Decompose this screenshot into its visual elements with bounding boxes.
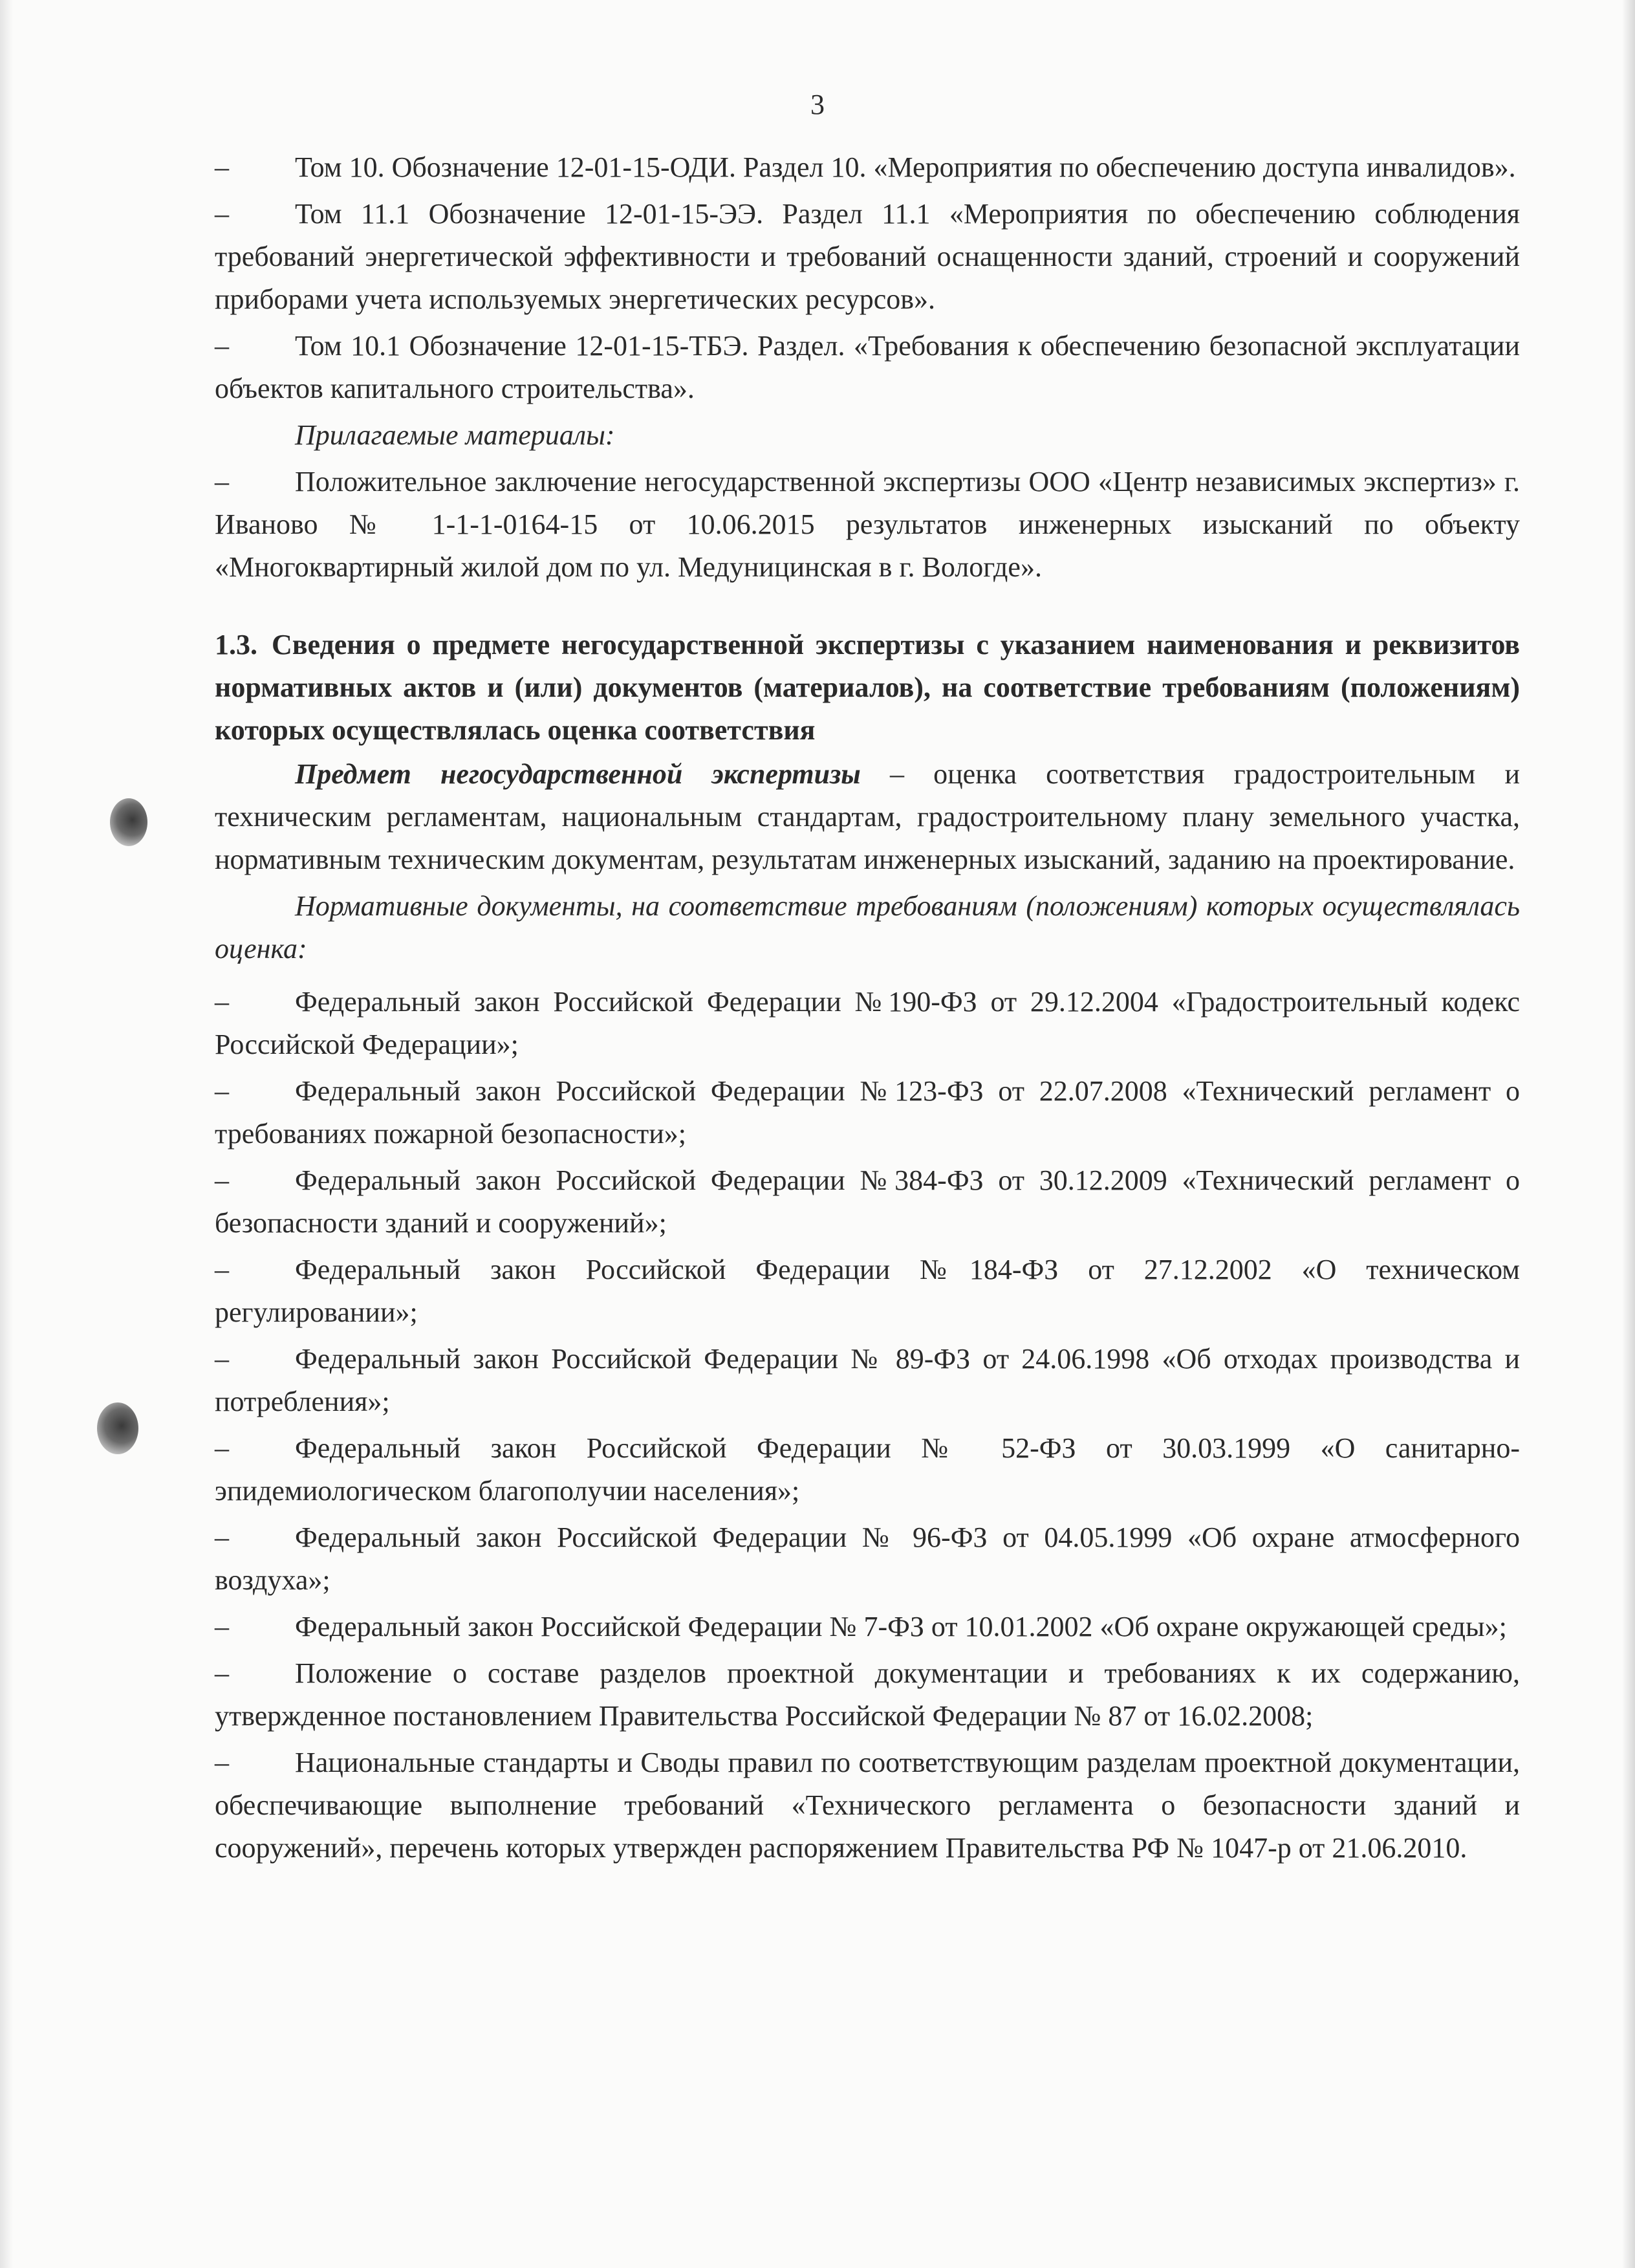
- list-item: [215, 981, 1520, 1066]
- dash-marker: –: [215, 1343, 229, 1375]
- normative-text: Федеральный закон Российской Федерации № 52-ФЗ от 30.03.1999 «О санитарно-эпидемиологическом благополучии населения»;: [215, 1432, 1520, 1507]
- volume-text: Том 10.1 Обозначение 12-01-15-ТБЭ. Раздел. «Требования к обеспечению безопасной эксплуатации объектов капитального строительства».: [215, 330, 1520, 404]
- volumes-list: [215, 146, 1520, 410]
- normative-text: Федеральный закон Российской Федерации №184-ФЗ от 27.12.2002 «О техническом регулировании»;: [215, 1254, 1520, 1328]
- document-body: [215, 146, 1520, 1873]
- normative-text: Федеральный закон Российской Федерации № 89-ФЗ от 24.06.1998 «Об отходах производства и потребления»;: [215, 1343, 1520, 1417]
- dash-marker: –: [215, 1432, 229, 1464]
- list-item: [215, 1427, 1520, 1512]
- normative-docs-list: [215, 981, 1520, 1870]
- list-item: [215, 1159, 1520, 1245]
- normative-text: Федеральный закон Российской Федерации №123-ФЗ от 22.07.2008 «Технический регламент о требованиях пожарной безопасности»;: [215, 1075, 1520, 1150]
- subject-paragraph: [215, 753, 1520, 881]
- dash-marker: –: [215, 1747, 229, 1778]
- list-item: [215, 1652, 1520, 1738]
- dash-marker: –: [215, 1521, 229, 1553]
- list-item: [215, 1338, 1520, 1423]
- list-item: [215, 1516, 1520, 1602]
- list-item: [215, 1070, 1520, 1155]
- attached-text: Положительное заключение негосударственной экспертизы ООО «Центр независимых экспертиз» г. Иваново № 1-1-1-0164-15 от 10.06.2015 результатов инженерных изысканий по объекту «Многоквартирный жилой дом по ул. Медуницинская в г. Вологде».: [215, 466, 1520, 583]
- normative-text: Федеральный закон Российской Федерации №384-ФЗ от 30.12.2009 «Технический регламент о безопасности зданий и сооружений»;: [215, 1164, 1520, 1239]
- dash-marker: –: [215, 986, 229, 1018]
- subject-term: Предмет негосударственной экспертизы: [295, 758, 861, 790]
- volume-text: Том 11.1 Обозначение 12-01-15-ЭЭ. Раздел 11.1 «Мероприятия по обеспечению соблюдения требований энергетической эффективности и требований оснащенности зданий, строений и сооружений приборами учета используемых энергетических ресурсов».: [215, 198, 1520, 315]
- dash-marker: –: [215, 1254, 229, 1285]
- punch-hole-top: [110, 798, 147, 846]
- punch-hole-bottom: [97, 1402, 138, 1454]
- section-title: Сведения о предмете негосударственной экспертизы с указанием наименования и реквизитов нормативных актов и (или) документов (материалов), на соответствие требованиям (положениям) которых осуществлялась оценка соответствия: [215, 629, 1520, 746]
- attached-materials-label: Прилагаемые материалы:: [295, 419, 615, 451]
- normative-text: Федеральный закон Российской Федерации № 7-ФЗ от 10.01.2002 «Об охране окружающей среды»;: [295, 1611, 1507, 1642]
- page-number: 3: [810, 89, 825, 120]
- dash-marker: –: [215, 1075, 229, 1107]
- dash-marker: –: [215, 1164, 229, 1196]
- list-item: [215, 193, 1520, 321]
- dash-marker: –: [215, 1611, 229, 1642]
- normative-text: Федеральный закон Российской Федерации № 96-ФЗ от 04.05.1999 «Об охране атмосферного воздуха»;: [215, 1521, 1520, 1596]
- section-heading: [215, 624, 1520, 752]
- volume-text: Том 10. Обозначение 12-01-15-ОДИ. Раздел 10. «Мероприятия по обеспечению доступа инвалидов».: [295, 151, 1516, 183]
- normative-docs-label: Нормативные документы, на соответствие требованиям (положениям) которых осуществлялась оценка:: [215, 890, 1520, 965]
- right-edge-shadow: [1622, 0, 1635, 2268]
- list-item: [215, 1741, 1520, 1870]
- dash-marker: –: [215, 198, 229, 230]
- list-item: [215, 325, 1520, 410]
- list-item: [215, 146, 1520, 189]
- list-item: [215, 1248, 1520, 1334]
- list-item: [215, 461, 1520, 589]
- normative-text: Положение о составе разделов проектной документации и требованиях к их содержанию, утвержденное постановлением Правительства Российской Федерации № 87 от 16.02.2008;: [215, 1657, 1520, 1732]
- section-number: 1.3.: [215, 629, 257, 660]
- dash-marker: –: [215, 151, 229, 183]
- subject-text: – оценка соответствия градостроительным и техническим регламентам, национальным стандартам, градостроительному плану земельного участка, нормативным техническим документам, результатам инженерных изысканий, заданию на проектирование.: [215, 758, 1520, 875]
- list-item: [215, 1606, 1520, 1648]
- dash-marker: –: [215, 330, 229, 362]
- attached-materials-list: [215, 461, 1520, 589]
- dash-marker: –: [215, 1657, 229, 1689]
- left-edge-shadow: [0, 0, 13, 2268]
- normative-text: Национальные стандарты и Своды правил по соответствующим разделам проектной документации, обеспечивающие выполнение требований «Технического регламента о безопасности зданий и сооружений», перечень которых утвержден распоряжением Правительства РФ № 1047-р от 21.06.2010.: [215, 1747, 1520, 1864]
- dash-marker: –: [215, 466, 229, 497]
- normative-text: Федеральный закон Российской Федерации №190-ФЗ от 29.12.2004 «Градостроительный кодекс Российской Федерации»;: [215, 986, 1520, 1060]
